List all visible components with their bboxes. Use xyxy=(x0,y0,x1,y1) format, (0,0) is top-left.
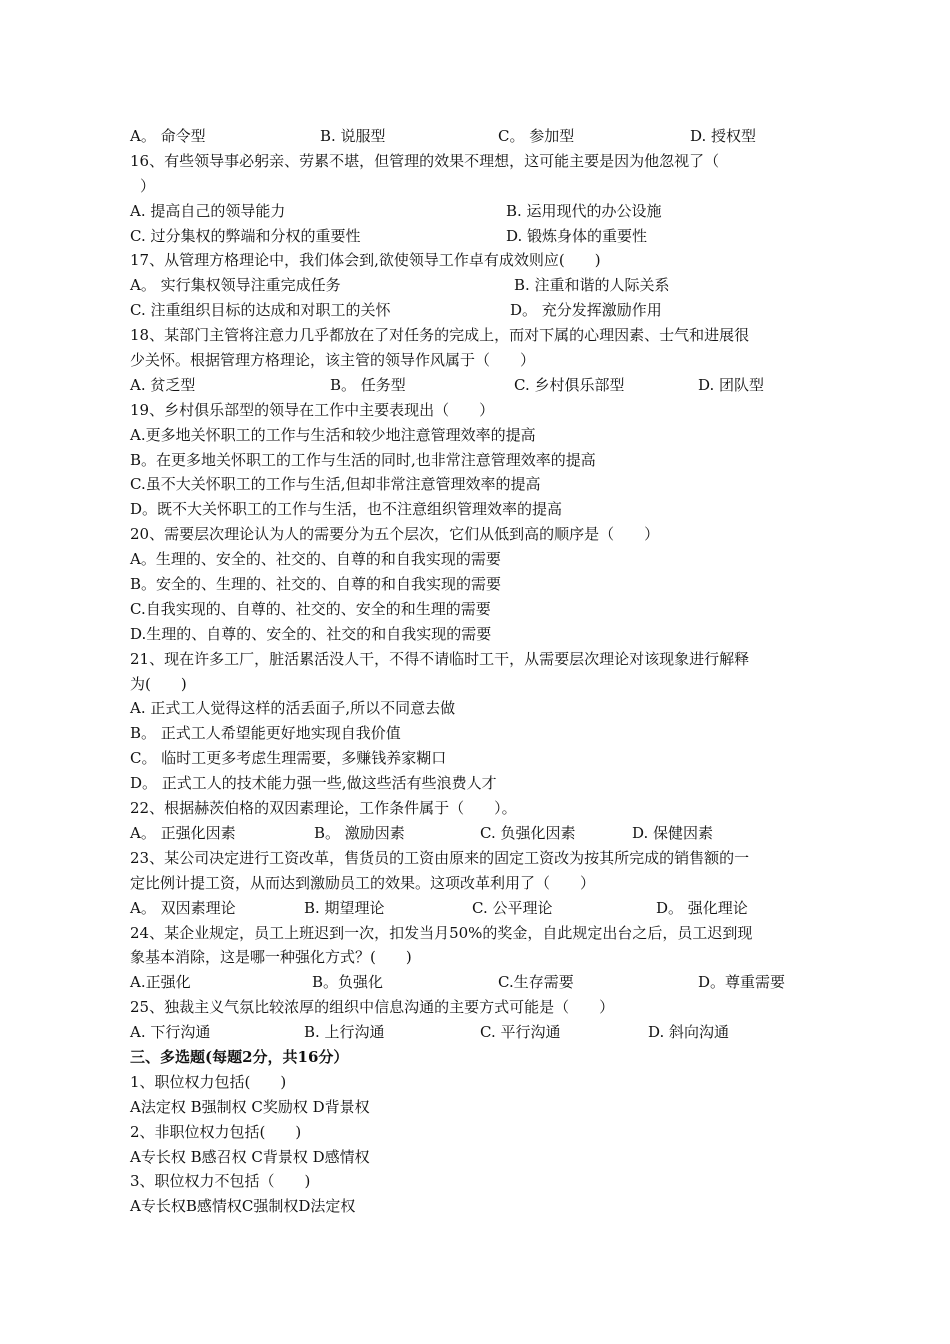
q23-options xyxy=(130,896,830,921)
q15-options xyxy=(130,124,830,149)
option-a: A。 正强化因素 xyxy=(130,823,236,842)
q18-options xyxy=(130,373,830,398)
option-b: B。负强化 xyxy=(312,973,384,992)
option-c: C. 公平理论 xyxy=(472,898,553,917)
q16-options-ab xyxy=(130,199,830,224)
q18-stem-cont: 少关怀。根据管理方格理论，该主管的领导作风属于（ ） xyxy=(130,351,536,370)
option-a: A。 命令型 xyxy=(130,127,206,145)
q21-option-d: D。 正式工人的技术能力强一些,做这些活有些浪费人才 xyxy=(130,774,497,793)
option-d: D。 强化理论 xyxy=(656,898,748,917)
option-c: C。 参加型 xyxy=(498,127,575,145)
option-d: D。 充分发挥激励作用 xyxy=(510,301,662,320)
option-a: A. 贫乏型 xyxy=(130,375,196,394)
q22-options xyxy=(130,821,830,846)
option-a: A.正强化 xyxy=(130,973,191,992)
option-d: D。尊重需要 xyxy=(698,973,786,992)
q23-stem: 23、某公司决定进行工资改革，售货员的工资由原来的固定工资改为按其所完成的销售额的一 xyxy=(130,848,750,867)
option-b: B。 激励因素 xyxy=(314,823,405,842)
option-b: B. 运用现代的办公设施 xyxy=(506,201,662,220)
option-c: C. 注重组织目标的达成和对职工的关怀 xyxy=(130,301,391,320)
option-d: D. 斜向沟通 xyxy=(648,1023,730,1042)
q25-stem: 25、独裁主义气氛比较浓厚的组织中信息沟通的主要方式可能是（ ） xyxy=(130,998,615,1017)
q17-options-ab xyxy=(130,273,830,298)
option-b: B. 注重和谐的人际关系 xyxy=(514,276,670,295)
mq1-stem: 1、职位权力包括( ) xyxy=(130,1072,287,1091)
option-a: A。 双因素理论 xyxy=(130,898,236,917)
exam-page xyxy=(130,124,830,1219)
q24-options xyxy=(130,970,830,995)
q19-option-d: D。既不大关怀职工的工作与生活，也不注意组织管理效率的提高 xyxy=(130,500,563,519)
q20-option-a: A。生理的、安全的、社交的、自尊的和自我实现的需要 xyxy=(130,550,501,569)
option-b: B。 任务型 xyxy=(330,375,406,394)
option-c: C. 负强化因素 xyxy=(480,823,576,842)
q24-stem: 24、某企业规定，员工上班迟到一次，扣发当月50%的奖金，自此规定出台之后，员工迟到现 xyxy=(130,923,753,942)
option-d: D. 锻炼身体的重要性 xyxy=(506,226,648,245)
section-heading: 三、多选题(每题2分，共16分） xyxy=(130,1047,349,1066)
q25-options xyxy=(130,1020,830,1045)
q23-stem-cont: 定比例计提工资，从而达到激励员工的效果。这项改革利用了（ ） xyxy=(130,873,596,892)
option-c: C. 过分集权的弊端和分权的重要性 xyxy=(130,226,361,245)
mq2-options: A专长权 B感召权 C背景权 D感情权 xyxy=(130,1147,370,1166)
option-a: A. 下行沟通 xyxy=(130,1023,211,1042)
q16-options-cd xyxy=(130,224,830,249)
q21-stem: 21、现在许多工厂，脏活累活没人干，不得不请临时工干，从需要层次理论对该现象进行解释 xyxy=(130,649,750,668)
mq2-stem: 2、非职位权力包括( ) xyxy=(130,1122,302,1141)
q20-option-b: B。安全的、生理的、社交的、自尊的和自我实现的需要 xyxy=(130,575,502,594)
option-b: B. 说服型 xyxy=(320,127,386,145)
q21-option-b: B。 正式工人希望能更好地实现自我价值 xyxy=(130,724,401,743)
q19-option-c: C.虽不大关怀职工的工作与生活,但却非常注意管理效率的提高 xyxy=(130,475,541,494)
option-a: A. 提高自己的领导能力 xyxy=(130,201,286,220)
q20-option-c: C.自我实现的、自尊的、社交的、安全的和生理的需要 xyxy=(130,599,491,618)
option-c: C. 乡村俱乐部型 xyxy=(514,375,625,394)
q18-stem: 18、某部门主管将注意力几乎都放在了对任务的完成上，而对下属的心理因素、士气和进展很 xyxy=(130,326,750,345)
q21-option-c: C。 临时工更多考虑生理需要，多赚钱养家糊口 xyxy=(130,749,447,768)
option-a: A。 实行集权领导注重完成任务 xyxy=(130,276,341,295)
q17-stem: 17、从管理方格理论中，我们体会到,欲使领导工作卓有成效则应( ) xyxy=(130,251,601,270)
q22-stem: 22、根据赫茨伯格的双因素理论，工作条件属于（ ）。 xyxy=(130,799,517,818)
option-d: D. 授权型 xyxy=(690,127,757,145)
option-b: B. 上行沟通 xyxy=(304,1023,385,1042)
mq1-options: A法定权 B强制权 C奖励权 D背景权 xyxy=(130,1097,370,1116)
option-c: C. 平行沟通 xyxy=(480,1023,561,1042)
q21-option-a: A. 正式工人觉得这样的活丢面子,所以不同意去做 xyxy=(130,699,456,718)
q16-stem-cont: ） xyxy=(140,176,156,195)
option-d: D. 团队型 xyxy=(698,375,765,394)
q17-options-cd xyxy=(130,298,830,323)
q24-stem-cont: 象基本消除，这是哪一种强化方式？( ) xyxy=(130,948,412,967)
q19-stem: 19、乡村俱乐部型的领导在工作中主要表现出（ ） xyxy=(130,400,495,419)
q16-stem: 16、有些领导事必躬亲、劳累不堪，但管理的效果不理想，这可能主要是因为他忽视了（ xyxy=(130,151,720,170)
q19-option-b: B。在更多地关怀职工的工作与生活的同时,也非常注意管理效率的提高 xyxy=(130,450,596,469)
q20-option-d: D.生理的、自尊的、安全的、社交的和自我实现的需要 xyxy=(130,624,492,643)
option-c: C.生存需要 xyxy=(498,973,574,992)
q21-stem-cont: 为( ) xyxy=(130,674,187,693)
q20-stem: 20、需要层次理论认为人的需要分为五个层次，它们从低到高的顺序是（ ） xyxy=(130,525,660,544)
option-b: B. 期望理论 xyxy=(304,898,385,917)
mq3-options: A专长权B感情权C强制权D法定权 xyxy=(130,1197,356,1216)
mq3-stem: 3、职位权力不包括（ ) xyxy=(130,1172,311,1191)
option-d: D. 保健因素 xyxy=(632,823,714,842)
q19-option-a: A.更多地关怀职工的工作与生活和较少地注意管理效率的提高 xyxy=(130,425,536,444)
